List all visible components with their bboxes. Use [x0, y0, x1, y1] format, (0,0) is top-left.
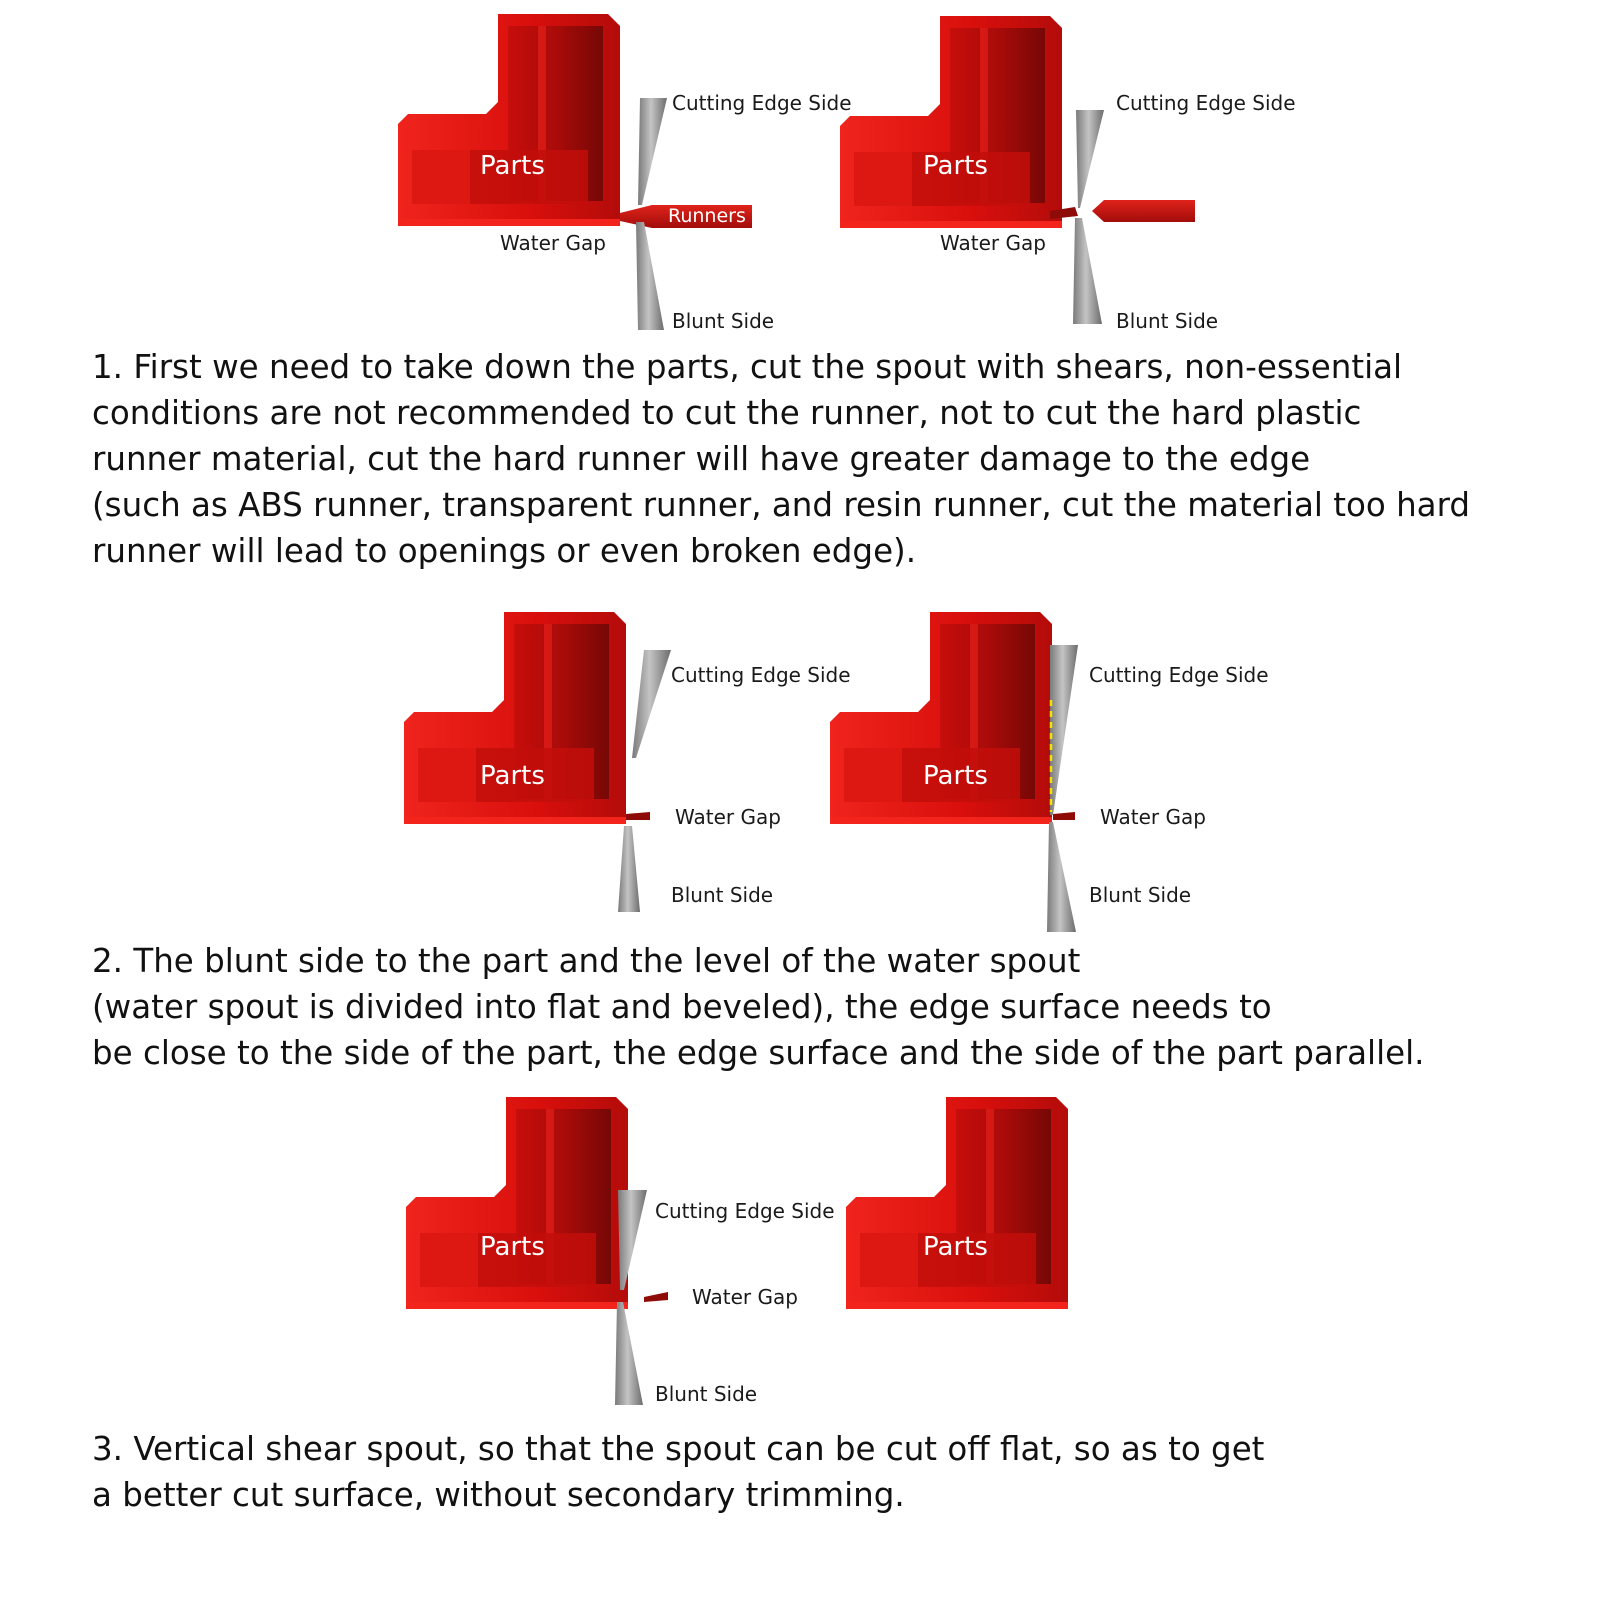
part-shape — [846, 1097, 1068, 1309]
runners-label: Runners — [668, 205, 746, 227]
step3-caption — [92, 1426, 1264, 1518]
blunt-side-label: Blunt Side — [1116, 309, 1219, 333]
caption-line: 3. Vertical shear spout, so that the spout can be cut off flat, so as to get — [92, 1430, 1265, 1468]
part-shape — [398, 14, 620, 226]
parts-label: Parts — [923, 1232, 988, 1262]
cutting-edge-side-label: Cutting Edge Side — [1089, 663, 1269, 687]
cutting-edge-side-label: Cutting Edge Side — [1116, 91, 1296, 115]
parts-label: Parts — [923, 761, 988, 791]
part-shape — [404, 612, 626, 824]
caption-line: 2. The blunt side to the part and the level of the water spout — [92, 942, 1081, 980]
parts-label: Parts — [480, 1232, 545, 1262]
cutting-edge-side-label: Cutting Edge Side — [655, 1199, 835, 1223]
step2-diagram-before — [404, 612, 851, 912]
cutting-blade — [1050, 645, 1078, 815]
blunt-side-label: Blunt Side — [1089, 883, 1192, 907]
step2-caption — [92, 938, 1424, 1076]
step2-diagram-after — [830, 612, 1269, 932]
part-shape — [840, 16, 1062, 228]
blunt-blade — [1047, 822, 1076, 932]
blunt-blade — [636, 222, 664, 330]
cutting-blade — [638, 98, 667, 205]
cutting-blade — [632, 650, 671, 758]
caption-line: (such as ABS runner, transparent runner, and resin runner, cut the material too hard — [92, 486, 1471, 524]
cutting-edge-side-label: Cutting Edge Side — [671, 663, 851, 687]
step1-diagram-before — [398, 14, 852, 333]
blunt-blade — [615, 1302, 643, 1405]
caption-line: runner material, cut the hard runner will have greater damage to the edge — [92, 440, 1311, 478]
water-gap-label: Water Gap — [675, 805, 781, 829]
cutting-blade — [1076, 110, 1104, 208]
blunt-blade — [1073, 218, 1102, 324]
runner-shape — [1092, 200, 1195, 222]
water-gap-label: Water Gap — [500, 231, 606, 255]
cutting-edge-side-label: Cutting Edge Side — [672, 91, 852, 115]
cutting-blade — [618, 1190, 647, 1290]
caption-line: conditions are not recommended to cut the runner, not to cut the hard plastic — [92, 394, 1362, 432]
water-gap-label: Water Gap — [692, 1285, 798, 1309]
water-gap-label: Water Gap — [940, 231, 1046, 255]
caption-line: (water spout is divided into flat and beveled), the edge surface needs to — [92, 988, 1272, 1026]
blunt-side-label: Blunt Side — [671, 883, 774, 907]
caption-line: be close to the side of the part, the edge surface and the side of the part parallel. — [92, 1034, 1425, 1072]
blunt-blade — [618, 826, 640, 912]
parts-label: Parts — [923, 151, 988, 181]
water-gap-stub — [626, 812, 650, 820]
caption-line: a better cut surface, without secondary trimming. — [92, 1476, 905, 1514]
water-gap-stub — [644, 1292, 668, 1302]
blunt-side-label: Blunt Side — [655, 1382, 758, 1406]
water-gap-stub — [1053, 812, 1075, 820]
step1-caption — [92, 344, 1470, 574]
caption-line: runner will lead to openings or even broken edge). — [92, 532, 917, 570]
caption-line: 1. First we need to take down the parts, cut the spout with shears, non-essential — [92, 348, 1403, 386]
parts-label: Parts — [480, 761, 545, 791]
part-shape — [830, 612, 1052, 824]
parts-label: Parts — [480, 151, 545, 181]
step1-diagram-after — [840, 16, 1296, 333]
blunt-side-label: Blunt Side — [672, 309, 775, 333]
water-gap-label: Water Gap — [1100, 805, 1206, 829]
part-shape — [406, 1097, 628, 1309]
step3-diagram-cutting — [406, 1097, 835, 1406]
step3-diagram-result — [846, 1097, 1068, 1309]
